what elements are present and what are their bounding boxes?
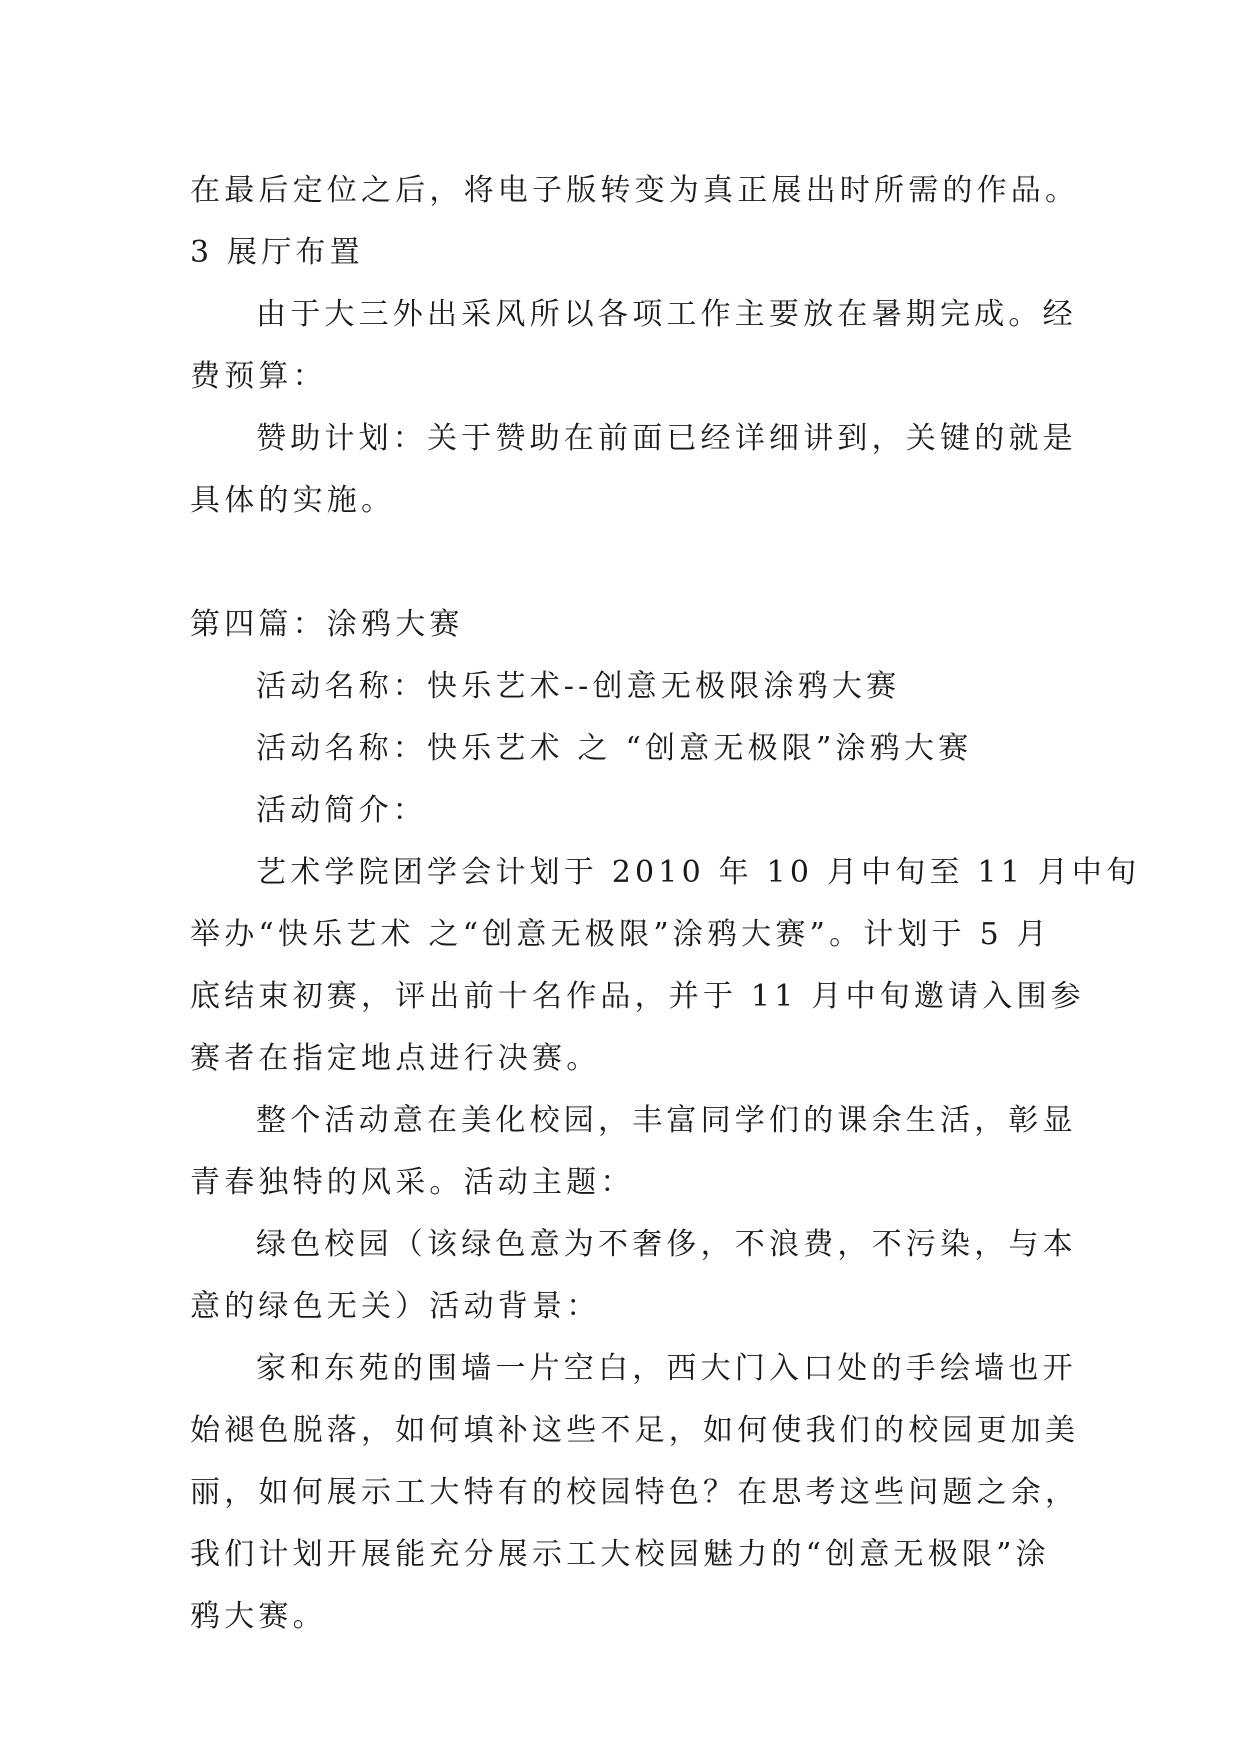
body-line: 青春独特的风采。活动主题： — [190, 1165, 635, 1200]
body-line: 始褪色脱落，如何填补这些不足，如何使我们的校园更加美 — [190, 1413, 1080, 1448]
document-page — [190, 160, 1141, 1648]
section-heading: 3 展厅布置 — [190, 235, 364, 270]
activity-name-line: 活动名称：快乐艺术--创意无极限涂鸦大赛 — [256, 669, 901, 704]
paragraph-line: 由于大三外出采风所以各项工作主要放在暑期完成。经 — [256, 297, 1077, 332]
paragraph-line: 艺术学院团学会计划于 2010 年 10 月中旬至 11 月中旬 — [256, 855, 1141, 890]
activity-intro-label: 活动简介： — [256, 793, 427, 828]
paragraph-line: 赞助计划：关于赞助在前面已经详细讲到，关键的就是 — [256, 421, 1077, 456]
body-line: 鸦大赛。 — [190, 1599, 327, 1634]
body-line: 底结束初赛，评出前十名作品，并于 11 月中旬邀请入围参 — [190, 979, 1085, 1014]
chapter-heading: 第四篇：涂鸦大赛 — [190, 607, 464, 642]
body-line: 我们计划开展能充分展示工大校园魅力的“创意无极限”涂 — [190, 1537, 1050, 1572]
body-line: 费预算： — [190, 359, 327, 394]
body-line: 具体的实施。 — [190, 483, 396, 518]
paragraph-line: 绿色校园（该绿色意为不奢侈，不浪费，不污染，与本 — [256, 1227, 1077, 1262]
body-line: 在最后定位之后，将电子版转变为真正展出时所需的作品。 — [190, 173, 1080, 208]
activity-name-line: 活动名称：快乐艺术 之 “创意无极限”涂鸦大赛 — [256, 731, 973, 766]
body-line: 丽，如何展示工大特有的校园特色？在思考这些问题之余， — [190, 1475, 1080, 1510]
blank-line — [190, 532, 1070, 594]
body-line: 赛者在指定地点进行决赛。 — [190, 1041, 601, 1076]
body-line: 意的绿色无关）活动背景： — [190, 1289, 601, 1324]
body-line: 举办“快乐艺术 之“创意无极限”涂鸦大赛”。计划于 5 月 — [190, 917, 1051, 952]
paragraph-line: 整个活动意在美化校园，丰富同学们的课余生活，彰显 — [256, 1103, 1077, 1138]
paragraph-line: 家和东苑的围墙一片空白，西大门入口处的手绘墙也开 — [256, 1351, 1077, 1386]
